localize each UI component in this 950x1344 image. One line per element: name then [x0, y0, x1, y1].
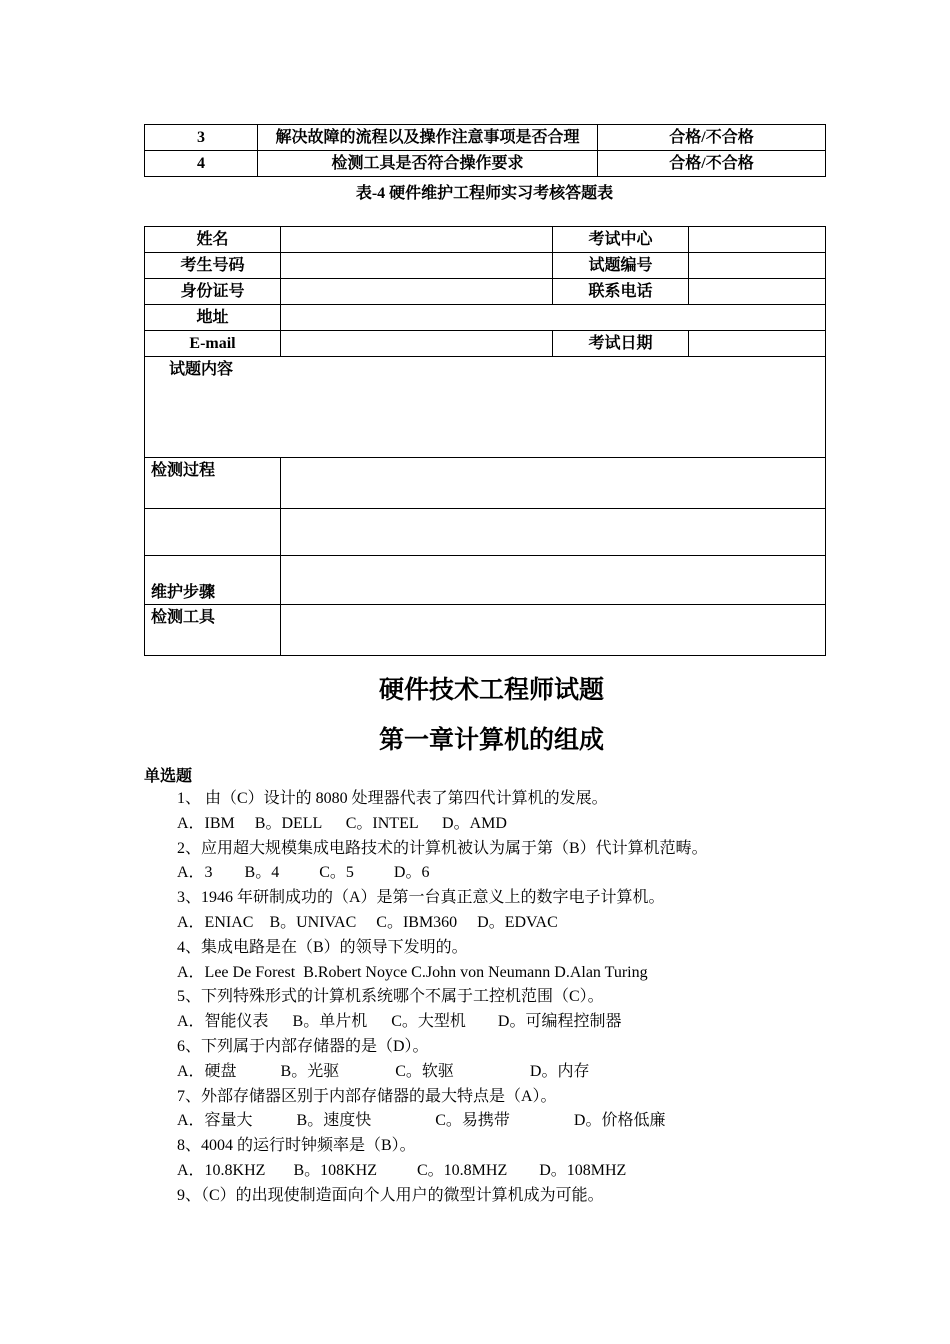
criteria-result: 合格/不合格: [598, 151, 826, 177]
table-row: [145, 279, 826, 305]
question-number-label: 试题编号: [553, 253, 689, 279]
question-line: 1、 由（C）设计的 8080 处理器代表了第四代计算机的发展。: [177, 790, 608, 807]
exam-date-field[interactable]: [689, 331, 826, 357]
criteria-number: 3: [145, 125, 258, 151]
table-row: [145, 556, 826, 605]
question-line: 3、1946 年研制成功的（A）是第一台真正意义上的数字电子计算机。: [177, 889, 665, 907]
table-row: [145, 331, 826, 357]
email-field[interactable]: [281, 331, 553, 357]
criteria-item: 检测工具是否符合操作要求: [258, 151, 598, 177]
exam-center-label: 考试中心: [553, 227, 689, 253]
option-line: A．IBM B。DELL C。INTEL D。AMD: [177, 814, 507, 832]
tools-field[interactable]: [281, 605, 826, 656]
id-number-label: 身份证号: [145, 279, 281, 305]
question-line: 6、下列属于内部存储器的是（D）。: [177, 1037, 429, 1055]
question-line: 9、（C）的出现使制造面向个人用户的微型计算机成为可能。: [177, 1186, 604, 1204]
chapter-title: 第一章计算机的组成: [378, 727, 604, 754]
question-content-label: 试题内容: [169, 361, 234, 378]
criteria-result: 合格/不合格: [598, 125, 826, 151]
steps-label: 维护步骤: [145, 556, 281, 605]
criteria-table: [144, 124, 826, 177]
phone-label: 联系电话: [553, 279, 689, 305]
process-extra-cell: [145, 509, 281, 556]
process-extra-field[interactable]: [281, 509, 826, 556]
candidate-number-label: 考生号码: [145, 253, 281, 279]
option-line: A．ENIAC B。UNIVAC C。IBM360 D。EDVAC: [177, 913, 558, 931]
question-line: 5、下列特殊形式的计算机系统哪个不属于工控机范围（C）。: [177, 988, 604, 1006]
option-line: A．智能仪表 B。单片机 C。大型机 D。可编程控制器: [177, 1013, 622, 1031]
section-label: 单选题: [144, 768, 193, 785]
process-label: 检测过程: [145, 458, 281, 509]
answer-sheet-table: [144, 226, 826, 656]
table-caption: 表-4 硬件维护工程师实习考核答题表: [355, 185, 614, 202]
question-line: 4、集成电路是在（B）的领导下发明的。: [177, 938, 468, 956]
table-row: [145, 227, 826, 253]
address-label: 地址: [145, 305, 281, 331]
question-line: 2、应用超大规模集成电路技术的计算机被认为属于第（B）代计算机范畴。: [177, 839, 708, 857]
option-line: A．Lee De Forest B.Robert Noyce C.John von Neumann D.Alan Turing: [177, 963, 648, 981]
table-row: [145, 125, 826, 151]
email-label: E-mail: [145, 331, 281, 357]
criteria-number: 4: [145, 151, 258, 177]
table-row: [145, 253, 826, 279]
table-row: [145, 305, 826, 331]
table-row: [145, 605, 826, 656]
table-row: [145, 151, 826, 177]
phone-field[interactable]: [689, 279, 826, 305]
address-field[interactable]: [281, 305, 826, 331]
question-line: 8、4004 的运行时钟频率是（B）。: [177, 1137, 416, 1155]
steps-field[interactable]: [281, 556, 826, 605]
question-line: 7、外部存储器区别于内部存储器的最大特点是（A）。: [177, 1087, 557, 1105]
page-title: 硬件技术工程师试题: [378, 677, 604, 704]
name-field[interactable]: [281, 227, 553, 253]
id-number-field[interactable]: [281, 279, 553, 305]
question-list: [177, 787, 857, 1209]
option-line: A．10.8KHZ B。108KHZ C。10.8MHZ D。108MHZ: [177, 1161, 627, 1179]
candidate-number-field[interactable]: [281, 253, 553, 279]
tools-label: 检测工具: [145, 605, 281, 656]
exam-date-label: 考试日期: [553, 331, 689, 357]
table-row: [145, 509, 826, 556]
exam-center-field[interactable]: [689, 227, 826, 253]
name-label: 姓名: [145, 227, 281, 253]
question-number-field[interactable]: [689, 253, 826, 279]
table-row: [145, 357, 826, 458]
option-line: A．3 B。4 C。5 D。6: [177, 864, 430, 882]
criteria-item: 解决故障的流程以及操作注意事项是否合理: [258, 125, 598, 151]
process-field[interactable]: [281, 458, 826, 509]
option-line: A．容量大 B。速度快 C。易携带 D。价格低廉: [177, 1112, 666, 1130]
option-line: A．硬盘 B。光驱 C。软驱 D。内存: [177, 1062, 590, 1080]
table-row: [145, 458, 826, 509]
